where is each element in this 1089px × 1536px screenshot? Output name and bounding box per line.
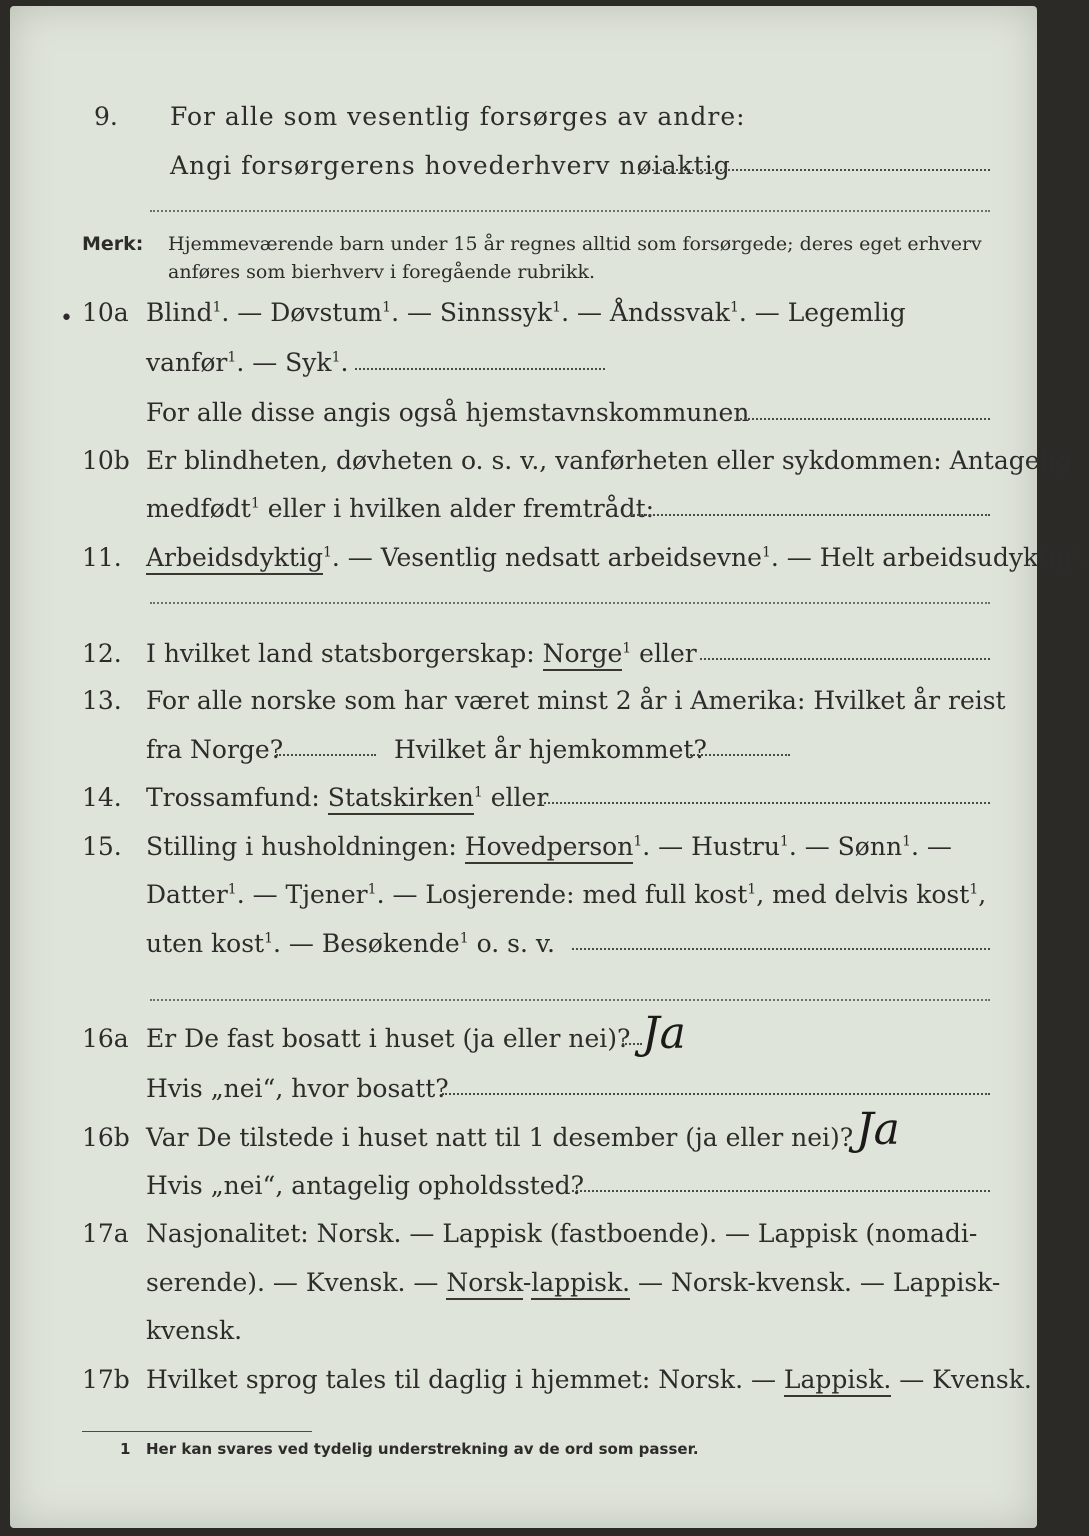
question-number: 16a <box>82 1024 129 1053</box>
option-kvensk[interactable]: serende). — Kvensk. — <box>146 1268 447 1297</box>
question-text: Hvis „nei“, hvor bosatt? <box>146 1074 449 1103</box>
option-arbeidsdyktig[interactable]: Arbeidsdyktig <box>146 543 323 575</box>
question-10a-line3 <box>146 398 749 428</box>
question-number: 9. <box>94 102 118 131</box>
question-label: eller <box>631 639 697 668</box>
option-vanfor[interactable]: vanfør <box>146 348 228 377</box>
question-number: 15. <box>82 832 122 861</box>
footnote-divider <box>82 1431 312 1432</box>
option-hustru[interactable]: . — Hustru <box>642 832 780 861</box>
question-text: Hvilket år hjemkommet? <box>394 735 707 764</box>
question-label: Trossamfund: <box>146 783 328 812</box>
question-label: Hvilket sprog tales til daglig i hjemmet: Norsk. — <box>146 1365 784 1394</box>
answer-line[interactable] <box>150 602 990 604</box>
option-besokende[interactable]: . — Besøkende <box>273 929 460 958</box>
footnote-ref: 1 <box>761 544 771 561</box>
answer-field-statsborgerskap[interactable] <box>700 658 990 660</box>
question-text: fra Norge? <box>146 735 284 764</box>
option-uten-kost[interactable]: uten kost <box>146 929 265 958</box>
question-16a-line2 <box>146 1074 449 1104</box>
answer-field-trossamfund[interactable] <box>540 802 990 804</box>
footnote-ref: 1 <box>459 930 469 947</box>
footnote-ref: 1 <box>747 881 757 898</box>
question-text: Nasjonalitet: Norsk. — Lappisk (fastboende). — Lappisk (nomadi- <box>146 1219 978 1248</box>
question-text: For alle som vesentlig forsørges av andre: <box>170 102 746 131</box>
footnote-ref: 1 <box>331 349 341 366</box>
option-datter[interactable]: Datter <box>146 880 228 909</box>
option-hovedperson[interactable]: Hovedperson <box>465 832 634 864</box>
question-text: For alle disse angis også hjemstavnskommunen <box>146 398 750 427</box>
footnote-ref: 1 <box>367 881 377 898</box>
question-10b-line2 <box>146 494 654 524</box>
question-16b-line2 <box>146 1171 584 1201</box>
option-statskirken[interactable]: Statskirken <box>328 783 474 815</box>
answer-field-provider-occupation[interactable] <box>640 169 990 171</box>
question-text <box>146 832 952 862</box>
answer-field-syk[interactable] <box>355 368 605 370</box>
question-number: 10a <box>82 298 129 327</box>
question-label: Stilling i husholdningen: <box>146 832 465 861</box>
option-losjerende-full-kost[interactable]: . — Losjerende: med full kost <box>376 880 748 909</box>
question-text <box>146 298 906 328</box>
option-lappisk-underlined[interactable]: lappisk. <box>531 1268 630 1300</box>
punctuation: . <box>340 348 349 377</box>
question-10a-line2 <box>146 348 348 378</box>
answer-field-hjemstavnskommune[interactable] <box>740 418 990 420</box>
footnote-ref: 1 <box>382 299 392 316</box>
option-kvensk[interactable]: — Kvensk. <box>891 1365 1032 1394</box>
question-text: Er blindheten, døvheten o. s. v., vanførheten eller sykdommen: Antagelig <box>146 446 1072 475</box>
question-text: Hvis „nei“, antagelig opholdssted? <box>146 1171 585 1200</box>
footnote-ref: 1 <box>264 930 273 947</box>
option-norsk-underlined[interactable]: Norsk <box>446 1268 522 1300</box>
question-13-line2a <box>146 735 283 765</box>
option-lappisk[interactable]: Lappisk. <box>784 1365 891 1397</box>
footnote-ref: 1 <box>227 349 237 366</box>
footnote-ref: 1 <box>622 640 632 657</box>
note-merk <box>82 230 143 258</box>
question-text: eller i hvilken alder fremtrådt: <box>259 494 655 523</box>
answer-field-fast-bosatt[interactable] <box>622 1043 642 1045</box>
option-blind[interactable]: Blind <box>146 298 213 327</box>
footnote-mark: 1 <box>120 1440 131 1458</box>
handwritten-answer-16a[interactable]: Ja <box>642 1008 686 1059</box>
question-text <box>146 639 697 669</box>
census-form-page <box>10 6 1089 1528</box>
option-sinnssyk[interactable]: . — Sinnssyk <box>391 298 553 327</box>
footnote-ref: 1 <box>969 881 979 898</box>
question-text: Er De fast bosatt i huset (ja eller nei)? <box>146 1024 631 1053</box>
option-andssvak[interactable]: . — Åndssvak <box>561 298 730 327</box>
question-text <box>146 1365 1032 1395</box>
question-text: For alle norske som har været minst 2 år i Amerika: Hvilket år reist <box>146 686 1006 715</box>
question-number: 17b <box>82 1365 130 1394</box>
footnote-ref: 1 <box>227 881 237 898</box>
answer-field-reist-ar[interactable] <box>276 754 376 756</box>
question-label: eller <box>482 783 549 812</box>
answer-line[interactable] <box>150 999 990 1001</box>
answer-line[interactable] <box>150 210 990 212</box>
note-label: Merk: <box>82 233 144 255</box>
answer-field-bosatt[interactable] <box>442 1093 990 1095</box>
answer-field-opholdssted[interactable] <box>572 1190 990 1192</box>
question-text: o. s. v. <box>468 929 555 958</box>
question-text <box>146 783 548 813</box>
option-tjener[interactable]: . — Tjener <box>236 880 368 909</box>
option-nedsatt-arbeidsevne[interactable]: . — Vesentlig nedsatt arbeidsevne <box>331 543 762 572</box>
answer-field-stilling[interactable] <box>572 948 990 950</box>
question-number: 10b <box>82 446 130 475</box>
punctuation: , <box>978 880 987 909</box>
question-15-line3 <box>146 929 555 959</box>
punctuation: - <box>522 1268 532 1297</box>
footnote-ref: 1 <box>250 495 260 512</box>
option-delvis-kost[interactable]: , med delvis kost <box>756 880 970 909</box>
note-text-line2: anføres som bierhverv i foregående rubrikk. <box>168 261 596 283</box>
question-label: I hvilket land statsborgerskap: <box>146 639 543 668</box>
question-17a-line2 <box>146 1268 1000 1298</box>
option-lappisk-kvensk[interactable]: kvensk. <box>146 1316 243 1345</box>
option-medfodt[interactable]: medfødt <box>146 494 251 523</box>
note-text-line1: Hjemmeværende barn under 15 år regnes alltid som forsørgede; deres eget erhverv <box>168 233 982 255</box>
option-norsk-kvensk[interactable]: — Norsk-kvensk. — Lappisk- <box>630 1268 1001 1297</box>
question-number: 14. <box>82 783 122 812</box>
punctuation: . — <box>911 832 952 861</box>
footnote-ref: 1 <box>1072 544 1082 561</box>
option-syk[interactable]: . — Syk <box>236 348 332 377</box>
option-arbeidsudyktig[interactable]: . — Helt arbeidsudyktig <box>770 543 1073 572</box>
footnote-ref: 1 <box>729 299 739 316</box>
footnote-ref: 1 <box>633 833 643 850</box>
question-17a-line3 <box>146 1316 242 1346</box>
question-number: 13. <box>82 686 122 715</box>
option-sonn[interactable]: . — Sønn <box>788 832 903 861</box>
question-text <box>146 543 1089 573</box>
arrow-mark-icon: • <box>60 306 73 331</box>
footnote-ref: 1 <box>902 833 911 850</box>
question-text: Var De tilstede i huset natt til 1 desember (ja eller nei)? <box>146 1123 854 1152</box>
answer-field-alder[interactable] <box>630 514 990 516</box>
punctuation: . <box>1081 543 1089 572</box>
question-number: 11. <box>82 543 122 572</box>
question-text: Angi forsørgerens hovederhverv nøiaktig <box>170 151 731 180</box>
footnote-ref: 1 <box>212 299 222 316</box>
footnote-text: Her kan svares ved tydelig understrekning av de ord som passer. <box>146 1440 699 1458</box>
handwritten-answer-16b[interactable]: Ja <box>856 1104 900 1155</box>
option-dovstum[interactable]: . — Døvstum <box>221 298 383 327</box>
answer-field-hjemkommet-ar[interactable] <box>690 754 790 756</box>
question-number: 12. <box>82 639 122 668</box>
question-15-line2 <box>146 880 986 910</box>
question-number: 17a <box>82 1219 129 1248</box>
footnote-ref: 1 <box>473 784 483 801</box>
option-norge[interactable]: Norge <box>543 639 623 671</box>
footnote-ref: 1 <box>779 833 789 850</box>
footnote-ref: 1 <box>322 544 332 561</box>
question-number: 16b <box>82 1123 130 1152</box>
footnote-ref: 1 <box>552 299 562 316</box>
option-legemlig[interactable]: . — Legemlig <box>738 298 906 327</box>
question-13-line2b <box>394 735 707 765</box>
